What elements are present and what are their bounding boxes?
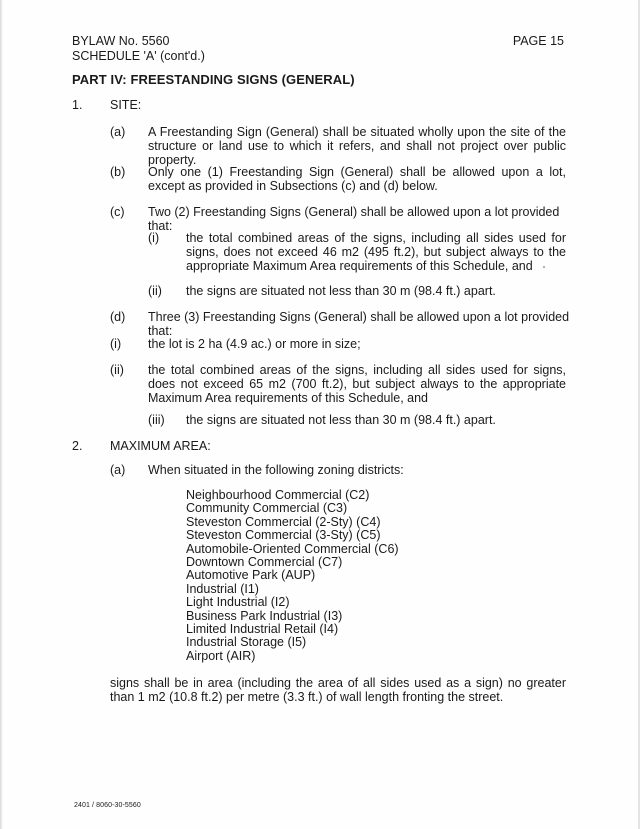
clause-2a-label: (a): [110, 463, 126, 477]
clause-1d-text: Three (3) Freestanding Signs (General) shall be allowed upon a lot provided that:: [148, 310, 570, 339]
clause-1c-i-label: (i): [148, 231, 160, 245]
clause-1a-label: (a): [110, 125, 126, 139]
clause-1d-i-text: the lot is 2 ha (4.9 ac.) or more in size;: [148, 337, 361, 351]
list-item: Steveston Commercial (3-Sty) (C5): [186, 528, 381, 543]
clause-1b-label: (b): [110, 165, 126, 179]
list-item: Steveston Commercial (2-Sty) (C4): [186, 514, 381, 529]
document-header: [72, 34, 205, 64]
clause-1a-text: A Freestanding Sign (General) shall be situated wholly upon the site of the structure or land use to which it refers, and shall not project over public property.: [148, 125, 566, 168]
clause-1c-text: Two (2) Freestanding Signs (General) shall be allowed upon a lot provided that:: [148, 205, 560, 234]
document-reference: 2401 / 8060-30-5560: [74, 802, 141, 809]
clause-2a-text: When situated in the following zoning districts:: [148, 463, 404, 477]
list-item: Airport (AIR): [186, 648, 256, 663]
clause-1d-ii-text: the total combined areas of the signs, including all sides used for signs, does not exceed 65 m2 (700 ft.2), but subject always to the appropriate Maximum Area requirements of this Schedule, and: [148, 363, 566, 406]
clause-1d-label: (d): [110, 310, 126, 324]
zoning-district-list: [186, 489, 399, 663]
list-item: Light Industrial (I2): [186, 595, 290, 610]
section-2-number: 2.: [72, 439, 83, 453]
list-item: Downtown Commercial (C7): [186, 555, 343, 570]
schedule-label: SCHEDULE 'A' (cont'd.): [72, 49, 205, 63]
clause-1c-label: (c): [110, 205, 125, 219]
part-title: PART IV: FREESTANDING SIGNS (GENERAL): [72, 72, 355, 87]
clause-1c-i-text: the total combined areas of the signs, including all sides used for signs, does not exceed 46 m2 (495 ft.2), but subject always to the appropriate Maximum Area requirements of this Schedule, and: [186, 231, 566, 274]
list-item: Automotive Park (AUP): [186, 568, 316, 583]
clause-1c-ii-text: the signs are situated not less than 30 m (98.4 ft.) apart.: [186, 284, 496, 298]
list-item: Automobile-Oriented Commercial (C6): [186, 541, 399, 556]
list-item: Community Commercial (C3): [186, 501, 348, 516]
maximum-area-rule: signs shall be in area (including the area of all sides used as a sign) no greater than 1 m2 (10.8 ft.2) per metre (3.3 ft.) of wall length fronting the street.: [110, 676, 566, 705]
clause-1d-iii-text: the signs are situated not less than 30 m (98.4 ft.) apart.: [186, 413, 496, 427]
clause-1d-i-label: (i): [110, 337, 122, 351]
scan-speck: [543, 266, 545, 268]
clause-1b-text: Only one (1) Freestanding Sign (General) shall be allowed upon a lot, except as provided in Subsections (c) and (d) below.: [148, 165, 566, 194]
section-1-number: 1.: [72, 98, 83, 112]
list-item: Neighbourhood Commercial (C2): [186, 488, 370, 502]
clause-1c-ii-label: (ii): [148, 284, 162, 298]
list-item: Limited Industrial Retail (I4): [186, 622, 339, 637]
section-1-heading: SITE:: [110, 98, 142, 112]
section-2-heading: MAXIMUM AREA:: [110, 439, 211, 453]
page-number: PAGE 15: [512, 34, 564, 48]
list-item: Industrial Storage (I5): [186, 635, 307, 650]
bylaw-number: BYLAW No. 5560: [72, 34, 170, 48]
clause-1d-iii-label: (iii): [148, 413, 165, 427]
list-item: Industrial (I1): [186, 581, 259, 596]
clause-1d-ii-label: (ii): [110, 363, 124, 377]
list-item: Business Park Industrial (I3): [186, 608, 343, 623]
